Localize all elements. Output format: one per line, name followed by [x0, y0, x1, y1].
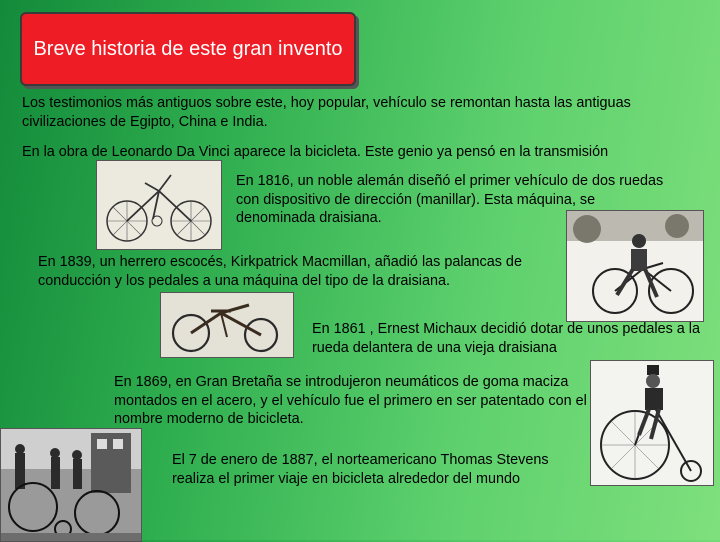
slide-title: Breve historia de este gran invento	[20, 12, 356, 86]
paragraph-1816: En 1816, un noble alemán diseñó el primer vehículo de dos ruedas con dispositivo de dirección (manillar). Esta máquina, se denominada draisiana.	[236, 173, 664, 226]
paragraph-1869: En 1869, en Gran Bretaña se introdujeron neumáticos de goma maciza montados en el acero, y el vehículo fue el primero en ser patentado con el nombre moderno de bicicleta.	[114, 374, 587, 427]
paragraph-1887: El 7 de enero de 1887, el norteamericano Thomas Stevens realiza el primer viaje en bicicleta alrededor del mundo	[172, 452, 549, 487]
paragraph-1861: En 1861 , Ernest Michaux decidió dotar de unos pedales a la rueda delantera de una vieja draisiana	[312, 321, 700, 356]
paragraph-da-vinci: En la obra de Leonardo Da Vinci aparece la bicicleta. Este genio ya pensó en la transmisión	[22, 144, 609, 160]
paragraph-1839: En 1839, un herrero escocés, Kirkpatrick Macmillan, añadió las palancas de conducción y los pedales a una máquina del tipo de la draisiana.	[38, 254, 522, 289]
draisiana-rider-illustration	[566, 210, 704, 322]
da-vinci-bicycle-sketch	[96, 160, 222, 250]
historic-street-bicycles-photo	[0, 428, 142, 542]
penny-farthing-rider-illustration	[590, 360, 714, 486]
macmillan-bicycle-photo	[160, 292, 294, 358]
paragraph-antiguedad: Los testimonios más antiguos sobre este, hoy popular, vehículo se remontan hasta las antiguas civilizaciones de Egipto, China e India.	[22, 95, 631, 130]
